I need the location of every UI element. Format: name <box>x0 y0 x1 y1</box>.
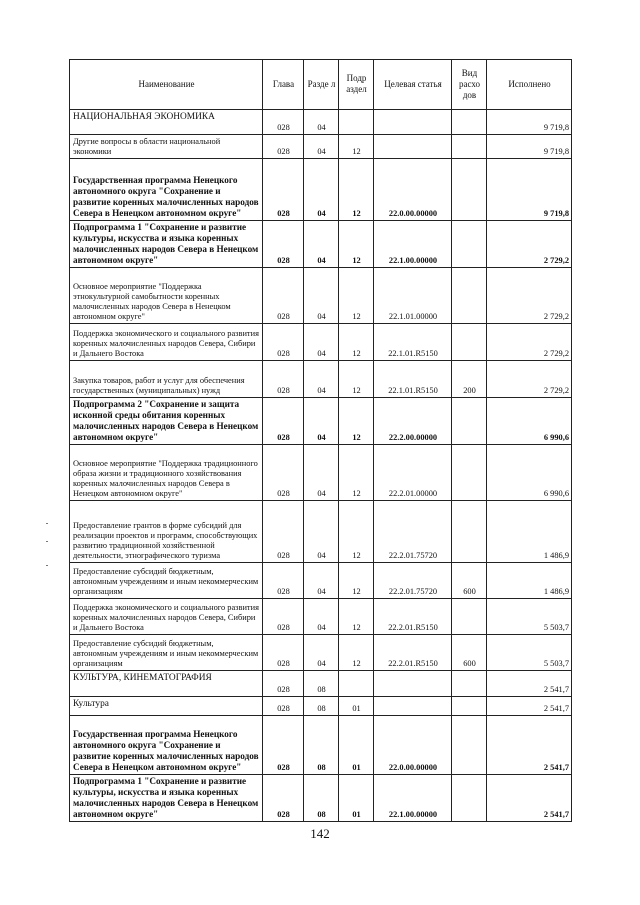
cell-vid: 600 <box>452 635 487 671</box>
table-row <box>70 671 572 697</box>
cell-podrazdel: 01 <box>339 775 374 822</box>
cell-razdel: 04 <box>304 635 339 671</box>
cell-podrazdel: 12 <box>339 221 374 268</box>
header-vid: Вид расхо дов <box>452 60 487 110</box>
cell-vid <box>452 697 487 716</box>
cell-statya: 22.1.01.R5150 <box>374 324 452 361</box>
cell-vid <box>452 110 487 135</box>
cell-statya: 22.1.01.00000 <box>374 268 452 324</box>
cell-statya: 22.2.01.75720 <box>374 501 452 563</box>
cell-razdel: 04 <box>304 361 339 398</box>
cell-statya <box>374 697 452 716</box>
cell-ispolneno: 9 719,8 <box>487 159 572 221</box>
cell-podrazdel: 12 <box>339 324 374 361</box>
cell-podrazdel: 12 <box>339 268 374 324</box>
cell-razdel: 08 <box>304 697 339 716</box>
cell-name: Закупка товаров, работ и услуг для обеспечения государственных (муниципальных) нужд <box>70 361 263 398</box>
cell-name: Подпрограмма 1 "Сохранение и развитие культуры, искусства и языка коренных малочисленных народов Севера в Ненецком автономном округе" <box>70 775 263 822</box>
cell-podrazdel: 01 <box>339 716 374 775</box>
cell-glava: 028 <box>263 221 304 268</box>
cell-ispolneno: 2 729,2 <box>487 268 572 324</box>
table-row <box>70 697 572 716</box>
margin-mark <box>46 523 48 524</box>
table-row <box>70 563 572 599</box>
cell-podrazdel: 12 <box>339 635 374 671</box>
table-row <box>70 599 572 635</box>
cell-statya: 22.1.00.00000 <box>374 221 452 268</box>
cell-statya <box>374 135 452 159</box>
table-row <box>70 324 572 361</box>
cell-podrazdel: 12 <box>339 501 374 563</box>
cell-vid <box>452 671 487 697</box>
cell-razdel: 04 <box>304 398 339 445</box>
cell-ispolneno: 2 729,2 <box>487 324 572 361</box>
cell-razdel: 04 <box>304 221 339 268</box>
table-row <box>70 716 572 775</box>
cell-statya <box>374 110 452 135</box>
cell-name: Предоставление субсидий бюджетным, автономным учреждениям и иным некоммерческим организациям <box>70 563 263 599</box>
cell-ispolneno: 5 503,7 <box>487 635 572 671</box>
table-row <box>70 221 572 268</box>
cell-vid <box>452 221 487 268</box>
cell-podrazdel <box>339 110 374 135</box>
cell-podrazdel: 12 <box>339 135 374 159</box>
cell-glava: 028 <box>263 501 304 563</box>
cell-podrazdel: 12 <box>339 563 374 599</box>
cell-podrazdel: 12 <box>339 445 374 501</box>
table-row <box>70 268 572 324</box>
cell-name: Подпрограмма 1 "Сохранение и развитие культуры, искусства и языка коренных малочисленных народов Севера в Ненецком автономном округе" <box>70 221 263 268</box>
cell-glava: 028 <box>263 599 304 635</box>
cell-razdel: 04 <box>304 501 339 563</box>
cell-name: Поддержка экономического и социального развития коренных малочисленных народов Севера, Сибири и Дальнего Востока <box>70 599 263 635</box>
cell-ispolneno: 9 719,8 <box>487 135 572 159</box>
cell-ispolneno: 9 719,8 <box>487 110 572 135</box>
cell-statya: 22.0.00.00000 <box>374 159 452 221</box>
cell-vid <box>452 268 487 324</box>
cell-glava: 028 <box>263 268 304 324</box>
cell-ispolneno: 2 541,7 <box>487 697 572 716</box>
table-row <box>70 159 572 221</box>
table-row <box>70 361 572 398</box>
cell-name: Предоставление субсидий бюджетным, автономным учреждениям и иным некоммерческим организациям <box>70 635 263 671</box>
header-razdel: Разде л <box>304 60 339 110</box>
cell-razdel: 04 <box>304 268 339 324</box>
cell-vid <box>452 324 487 361</box>
cell-statya: 22.2.01.R5150 <box>374 635 452 671</box>
cell-glava: 028 <box>263 716 304 775</box>
cell-ispolneno: 2 729,2 <box>487 221 572 268</box>
cell-ispolneno: 1 486,9 <box>487 563 572 599</box>
cell-razdel: 08 <box>304 671 339 697</box>
cell-glava: 028 <box>263 159 304 221</box>
cell-glava: 028 <box>263 635 304 671</box>
cell-statya: 22.2.01.R5150 <box>374 599 452 635</box>
cell-vid <box>452 445 487 501</box>
cell-glava: 028 <box>263 563 304 599</box>
cell-podrazdel: 12 <box>339 599 374 635</box>
table-row <box>70 110 572 135</box>
cell-statya: 22.1.00.00000 <box>374 775 452 822</box>
cell-podrazdel: 12 <box>339 361 374 398</box>
cell-razdel: 04 <box>304 135 339 159</box>
cell-razdel: 04 <box>304 110 339 135</box>
header-statya: Целевая статья <box>374 60 452 110</box>
cell-glava: 028 <box>263 775 304 822</box>
margin-mark <box>46 565 48 566</box>
cell-glava: 028 <box>263 697 304 716</box>
cell-vid <box>452 775 487 822</box>
cell-glava: 028 <box>263 671 304 697</box>
cell-podrazdel: 12 <box>339 159 374 221</box>
cell-vid <box>452 501 487 563</box>
cell-name: Поддержка экономического и социального развития коренных малочисленных народов Севера, Сибири и Дальнего Востока <box>70 324 263 361</box>
cell-glava: 028 <box>263 135 304 159</box>
cell-name: Культура <box>70 697 263 716</box>
margin-mark <box>46 541 48 542</box>
cell-podrazdel: 01 <box>339 697 374 716</box>
cell-razdel: 04 <box>304 324 339 361</box>
cell-ispolneno: 1 486,9 <box>487 501 572 563</box>
cell-name: Государственная программа Ненецкого автономного округа "Сохранение и развитие коренных малочисленных народов Севера в Ненецком автономном округе" <box>70 716 263 775</box>
table-row <box>70 445 572 501</box>
cell-vid <box>452 159 487 221</box>
cell-glava: 028 <box>263 398 304 445</box>
cell-ispolneno: 2 541,7 <box>487 775 572 822</box>
header-glava: Глава <box>263 60 304 110</box>
cell-ispolneno: 6 990,6 <box>487 398 572 445</box>
table-row <box>70 398 572 445</box>
cell-ispolneno: 2 541,7 <box>487 716 572 775</box>
cell-vid <box>452 135 487 159</box>
cell-podrazdel: 12 <box>339 398 374 445</box>
cell-vid: 600 <box>452 563 487 599</box>
cell-statya: 22.2.01.00000 <box>374 445 452 501</box>
cell-ispolneno: 2 729,2 <box>487 361 572 398</box>
budget-table <box>69 59 572 822</box>
cell-vid <box>452 599 487 635</box>
cell-razdel: 08 <box>304 716 339 775</box>
cell-razdel: 04 <box>304 599 339 635</box>
cell-vid: 200 <box>452 361 487 398</box>
cell-glava: 028 <box>263 361 304 398</box>
header-name: Наименование <box>70 60 263 110</box>
cell-name: НАЦИОНАЛЬНАЯ ЭКОНОМИКА <box>70 110 263 135</box>
cell-ispolneno: 2 541,7 <box>487 671 572 697</box>
cell-ispolneno: 5 503,7 <box>487 599 572 635</box>
cell-name: Другие вопросы в области национальной экономики <box>70 135 263 159</box>
cell-name: Государственная программа Ненецкого автономного округа "Сохранение и развитие коренных малочисленных народов Севера в Ненецком автономном округе" <box>70 159 263 221</box>
header-podrazdel: Подр аздел <box>339 60 374 110</box>
cell-ispolneno: 6 990,6 <box>487 445 572 501</box>
cell-razdel: 04 <box>304 445 339 501</box>
cell-statya: 22.1.01.R5150 <box>374 361 452 398</box>
cell-vid <box>452 716 487 775</box>
cell-glava: 028 <box>263 110 304 135</box>
cell-glava: 028 <box>263 324 304 361</box>
cell-podrazdel <box>339 671 374 697</box>
cell-statya: 22.0.00.00000 <box>374 716 452 775</box>
table-row <box>70 135 572 159</box>
table-header-row <box>70 60 572 110</box>
cell-statya <box>374 671 452 697</box>
cell-name: Основное мероприятие "Поддержка этнокультурной самобытности коренных малочисленных народов Севера в Ненецком автономном округе" <box>70 268 263 324</box>
table-body <box>70 110 572 822</box>
cell-glava: 028 <box>263 445 304 501</box>
cell-razdel: 08 <box>304 775 339 822</box>
cell-statya: 22.2.00.00000 <box>374 398 452 445</box>
cell-name: Основное мероприятие "Поддержка традиционного образа жизни и традиционного хозяйствования коренных малочисленных народов Севера в Ненецком автономном округе" <box>70 445 263 501</box>
cell-razdel: 04 <box>304 563 339 599</box>
cell-statya: 22.2.01.75720 <box>374 563 452 599</box>
table-row <box>70 775 572 822</box>
cell-name: Подпрограмма 2 "Сохранение и защита исконной среды обитания коренных малочисленных народов Севера в Ненецком автономном округе" <box>70 398 263 445</box>
cell-razdel: 04 <box>304 159 339 221</box>
table-row <box>70 501 572 563</box>
header-ispolneno: Исполнено <box>487 60 572 110</box>
cell-vid <box>452 398 487 445</box>
table-row <box>70 635 572 671</box>
page-number: 142 <box>310 826 330 841</box>
cell-name: КУЛЬТУРА, КИНЕМАТОГРАФИЯ <box>70 671 263 697</box>
cell-name: Предоставление грантов в форме субсидий для реализации проектов и программ, способствующих развитию традиционной хозяйственной деятельности, этнографического туризма <box>70 501 263 563</box>
